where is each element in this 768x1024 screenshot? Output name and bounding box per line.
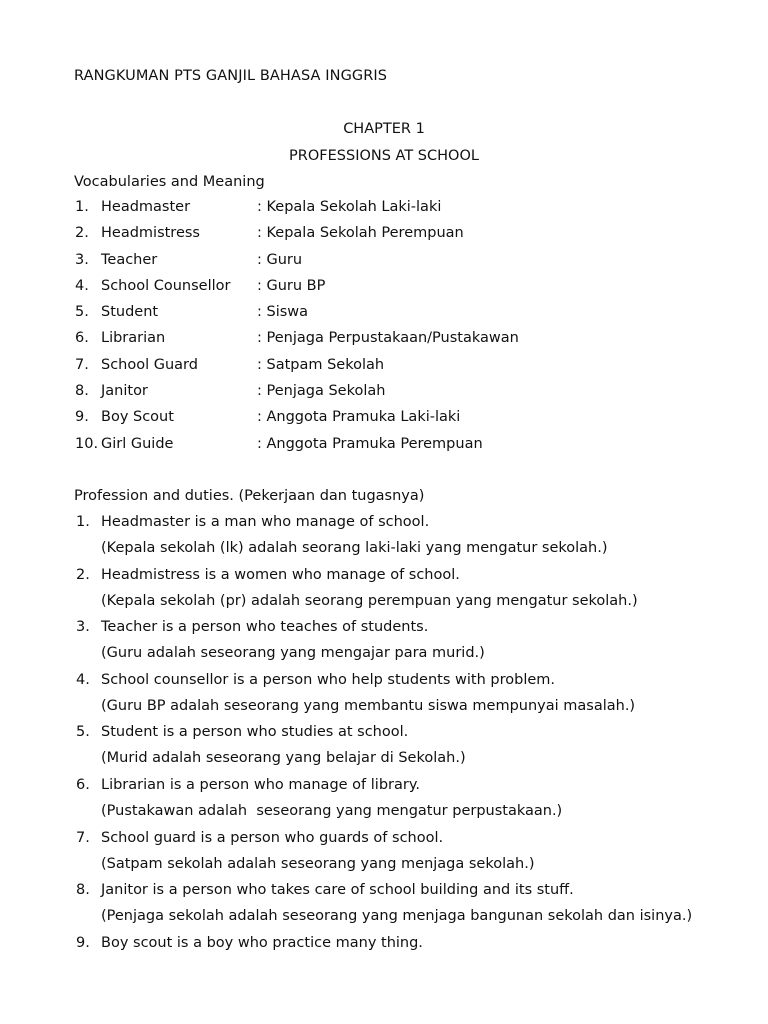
vocabulary-item [0,357,768,383]
item-number: 3. [75,251,89,268]
vocabulary-item [0,383,768,409]
vocabulary-item [0,409,768,435]
vocabulary-term: Headmaster [101,199,191,215]
item-number: 8. [76,882,90,899]
vocabulary-meaning: : Penjaga Sekolah [257,383,386,400]
item-number: 5. [75,304,89,321]
item-number: 9. [75,409,89,426]
vocabulary-meaning: : Kepala Sekolah Laki-laki [257,199,442,215]
duty-translation: (Kepala sekolah (lk) adalah seorang laki-laki yang mengatur sekolah.) [101,540,608,556]
item-number: 4. [76,671,90,688]
vocabulary-item [0,436,768,462]
item-number: 7. [76,829,90,846]
item-number: 1. [75,199,89,215]
duty-english: Teacher is a person who teaches of students. [101,619,429,636]
vocabulary-meaning: : Siswa [257,304,309,321]
vocabulary-heading: Vocabularies and Meaning [74,174,265,190]
duty-english: Librarian is a person who manage of library. [101,776,420,793]
vocabulary-meaning: : Guru [257,251,303,268]
vocabulary-item [0,304,768,330]
vocabulary-meaning: : Satpam Sekolah [257,356,385,373]
item-number: 2. [75,225,89,242]
vocabulary-term: Headmistress [101,225,200,242]
duty-item [0,777,768,830]
vocabulary-term: School Counsellor [101,277,231,294]
duty-item [0,672,768,725]
duty-translation: (Murid adalah seseorang yang belajar di Sekolah.) [101,750,466,767]
item-number: 7. [75,356,89,373]
vocabulary-list [0,199,768,462]
item-number: 6. [75,330,89,347]
item-number: 9. [76,934,90,951]
duty-english: School guard is a person who guards of school. [101,829,444,846]
vocabulary-item [0,199,768,225]
chapter-title: PROFESSIONS AT SCHOOL [289,148,479,164]
vocabulary-item [0,278,768,304]
document-title: RANGKUMAN PTS GANJIL BAHASA INGGRIS [74,68,388,84]
vocabulary-meaning: : Penjaga Perpustakaan/Pustakawan [257,330,519,347]
vocabulary-item [0,225,768,251]
duty-item [0,567,768,620]
duty-english: Janitor is a person who takes care of school building and its stuff. [101,882,574,899]
duty-item [0,935,768,988]
vocabulary-term: Librarian [101,330,166,347]
duty-item [0,619,768,672]
item-number: 1. [76,514,90,530]
duty-translation: (Guru adalah seseorang yang mengajar para murid.) [101,645,485,662]
vocabulary-term: Boy Scout [101,409,174,426]
duty-item [0,882,768,935]
item-number: 6. [76,776,90,793]
item-number: 5. [76,724,90,741]
vocabulary-term: Girl Guide [101,435,174,452]
duties-list [0,514,768,987]
chapter-number: CHAPTER 1 [343,121,425,137]
vocabulary-term: Teacher [101,251,158,268]
duty-item [0,514,768,567]
item-number: 4. [75,277,89,294]
duty-translation: (Penjaga sekolah adalah seseorang yang menjaga bangunan sekolah dan isinya.) [101,908,693,925]
vocabulary-term: Janitor [101,383,148,400]
duty-english: School counsellor is a person who help students with problem. [101,671,555,688]
item-number: 8. [75,383,89,400]
duty-translation: (Guru BP adalah seseorang yang membantu siswa mempunyai masalah.) [101,697,636,714]
vocabulary-item [0,330,768,356]
duty-translation: (Satpam sekolah adalah seseorang yang menjaga sekolah.) [101,855,535,872]
vocabulary-item [0,252,768,278]
duty-english: Headmaster is a man who manage of school. [101,514,430,530]
vocabulary-meaning: : Anggota Pramuka Perempuan [257,435,483,452]
item-number: 10. [75,435,99,452]
duty-english: Boy scout is a boy who practice many thing. [101,934,423,951]
vocabulary-meaning: : Kepala Sekolah Perempuan [257,225,464,242]
vocabulary-term: School Guard [101,356,198,373]
duty-item [0,830,768,883]
duty-translation: (Kepala sekolah (pr) adalah seorang perempuan yang mengatur sekolah.) [101,592,638,609]
vocabulary-meaning: : Guru BP [257,277,326,294]
vocabulary-term: Student [101,304,159,321]
item-number: 3. [76,619,90,636]
duty-english: Student is a person who studies at school. [101,724,409,741]
duties-heading: Profession and duties. (Pekerjaan dan tugasnya) [74,488,425,504]
duty-english: Headmistress is a women who manage of school. [101,566,460,583]
duty-translation: (Pustakawan adalah seseorang yang mengatur perpustakaan.) [101,802,563,819]
duty-item [0,724,768,777]
vocabulary-meaning: : Anggota Pramuka Laki-laki [257,409,461,426]
item-number: 2. [76,566,90,583]
